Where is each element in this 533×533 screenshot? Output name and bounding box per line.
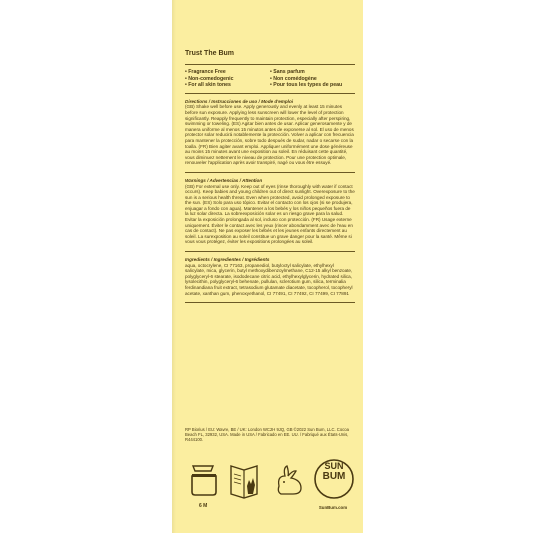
features-column-en xyxy=(185,69,270,89)
open-jar-icon xyxy=(187,462,221,500)
directions-heading: Directions / Instrucciones de uso / Mode d'emploi xyxy=(185,98,294,104)
warnings-section xyxy=(185,173,355,251)
legal-address: RP Biorius / EU: Wavre, BE / UK: London WC2H 9JQ, GB ©2022 Sun Bum, LLC. Cocoa Beach FL, 32932, USA. Made in USA / Fabricado en EE. UU. / Fabriqué aux États-Unis, R444100. xyxy=(185,427,349,443)
warnings-text: (GB) For external use only. Keep out of eyes (rinse thoroughly with water if contact occurs). Keep babies and young children out of direct sunlight. Overexposure to the sun is a serious health threat. Even when protected, avoid prolonged exposure to the sun. (ES) Solo para uso tópico. Evitar el contacto con los ojos (si se produjera, enjuagar a fondo con agua). Mantener a los bebés y los niños pequeños fuera de la luz solar directa. La sobreexposición solar es un riesgo grave para la salud. Evitar la exposición prolongada al sol, incluso con protección. (FR) Usage externe uniquement. Éviter le contact avec les yeux (rincer abondamment avec de l'eau en cas de contact). Ne pas exposer les bébés et les jeunes enfants directement au soleil. La surexposition au soleil constitue un grave danger pour la santé. Même si vous vous protégez, éviter les expositions prolongées au soleil. xyxy=(185,183,355,245)
feature-item: • For all skin tones xyxy=(185,82,231,89)
brand-line-sun: SUN xyxy=(324,461,344,471)
feature-item: • Fragrance Free xyxy=(185,69,226,75)
panel-edge-shadow xyxy=(172,0,176,533)
warnings-heading: Warnings / Advertencias / Attention xyxy=(185,177,263,183)
bunny-cruelty-free-icon xyxy=(271,462,309,500)
brand-url[interactable]: SunBum.com xyxy=(318,505,348,510)
brand-logo xyxy=(312,458,356,482)
divider xyxy=(185,302,355,303)
pao-label: 6 M xyxy=(199,503,208,509)
ingredients-text: aqua, octocrylene, CI 77163, propanediol, butyloctyl salicylate, ethylhexyl salicylate, mica, glycerin, butyl methoxydibenzoylmethane, C12-15 alkyl benzoate, polyglyceryl-6 stearate, isododecane citric acid, ethylhexylglycerin, hydrated silica, lysolecithin, polyglyceryl-6 behenate, pullulan, sclerotium gum, silica, terminalia ferdinandiana fruit extract, tetrasodium glutamate diacetate, tocopherol, tocopheryl acetate, xanthan gum, phenoxyethanol, CI 77491, CI 77492, CI 77499, CI 77891 xyxy=(185,262,353,296)
directions-section xyxy=(185,94,355,172)
panel-content xyxy=(185,50,355,303)
feature-item: • Non comédogène xyxy=(270,75,317,82)
directions-text: (GB) Shake well before use. Apply generously and evenly at least 15 minutes before sun exposure. Applying less sunscreen will lower the level of protection significantly. Reapply frequently to maintain protection, especially after perspiring, swimming or toweling. (ES) Agitar bien antes de usar. Aplicar generosamente y de manera uniforme al menos 15 minutos antes de exponerse al sol. El uso de menos protector solar reducirá notablemente la protección. Volver a aplicar con frecuencia para mantener la protección, sobre todo después de sudar, nadar o secarse con la toalla. (FR) Bien agiter avant emploi. Appliquer uniformément une dose généreuse au moins 15 minutes avant une exposition au soleil. En réduisant cette quantité, vous diminuez nettement le niveau de protection. Pour une protection optimale, renouveler l'application après avoir transpiré, nagé ou vous être essuyé. xyxy=(185,104,354,166)
features-list xyxy=(185,65,355,93)
feature-item: • Non-comedogenic xyxy=(185,75,234,82)
ingredients-section xyxy=(185,252,355,302)
product-tagline: Trust The Bum xyxy=(185,50,235,57)
brand-line-bum: BUM xyxy=(322,471,346,482)
feature-item: • Sans parfum xyxy=(270,69,305,75)
features-column-fr xyxy=(270,69,355,89)
feature-item: • Pour tous les types de peau xyxy=(270,82,343,89)
read-leaflet-icon xyxy=(227,460,261,502)
ingredients-heading: Ingredients / Ingredientes / Ingrédients xyxy=(185,257,270,263)
